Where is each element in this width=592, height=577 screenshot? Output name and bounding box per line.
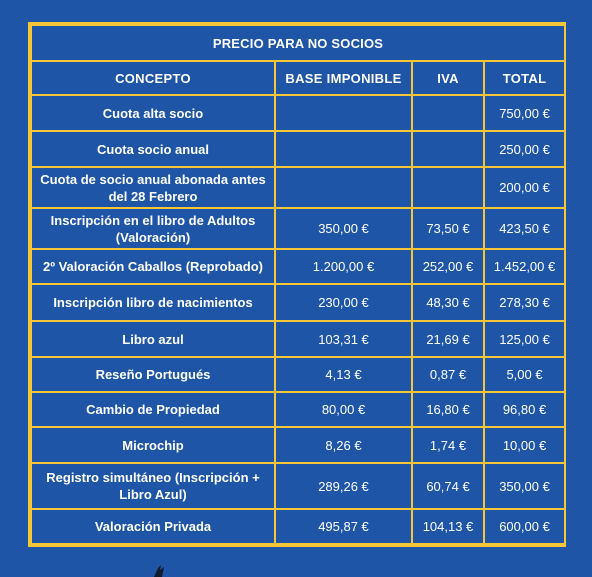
base-cell: 80,00 € [275, 392, 412, 427]
concept-cell: 2º Valoración Caballos (Reprobado) [31, 249, 275, 284]
base-cell [275, 131, 412, 167]
iva-cell: 104,13 € [412, 509, 484, 544]
table-row [31, 208, 565, 249]
table-title: PRECIO PARA NO SOCIOS [31, 25, 565, 61]
base-cell: 4,13 € [275, 357, 412, 392]
concept-cell: Registro simultáneo (Inscripción + Libro Azul) [31, 463, 275, 509]
concept-cell: Inscripción en el libro de Adultos (Valoración) [31, 208, 275, 249]
concept-cell: Microchip [31, 427, 275, 463]
base-cell: 289,26 € [275, 463, 412, 509]
total-cell: 96,80 € [484, 392, 565, 427]
iva-cell [412, 167, 484, 208]
total-cell: 250,00 € [484, 131, 565, 167]
header-base: BASE IMPONIBLE [275, 61, 412, 95]
iva-cell: 0,87 € [412, 357, 484, 392]
concept-cell: Cuota socio anual [31, 131, 275, 167]
total-cell: 200,00 € [484, 167, 565, 208]
header-iva: IVA [412, 61, 484, 95]
total-cell: 125,00 € [484, 321, 565, 357]
table-row [31, 392, 565, 427]
total-cell: 600,00 € [484, 509, 565, 544]
iva-cell: 1,74 € [412, 427, 484, 463]
table-row [31, 321, 565, 357]
header-total: TOTAL [484, 61, 565, 95]
base-cell: 495,87 € [275, 509, 412, 544]
table-row [31, 131, 565, 167]
base-cell [275, 167, 412, 208]
total-cell: 750,00 € [484, 95, 565, 131]
total-cell: 423,50 € [484, 208, 565, 249]
table-row [31, 284, 565, 321]
base-cell: 230,00 € [275, 284, 412, 321]
iva-cell [412, 95, 484, 131]
header-row [31, 61, 565, 95]
table-row [31, 249, 565, 284]
iva-cell: 73,50 € [412, 208, 484, 249]
table-row [31, 167, 565, 208]
header-concept: CONCEPTO [31, 61, 275, 95]
concept-cell: Cuota de socio anual abonada antes del 28 Febrero [31, 167, 275, 208]
concept-cell: Cambio de Propiedad [31, 392, 275, 427]
iva-cell: 48,30 € [412, 284, 484, 321]
decorative-mark [152, 563, 166, 577]
title-row [31, 25, 565, 61]
concept-cell: Inscripción libro de nacimientos [31, 284, 275, 321]
total-cell: 10,00 € [484, 427, 565, 463]
base-cell: 8,26 € [275, 427, 412, 463]
table-row [31, 509, 565, 544]
concept-cell: Reseño Portugués [31, 357, 275, 392]
iva-cell: 60,74 € [412, 463, 484, 509]
base-cell: 350,00 € [275, 208, 412, 249]
base-cell: 103,31 € [275, 321, 412, 357]
base-cell [275, 95, 412, 131]
total-cell: 278,30 € [484, 284, 565, 321]
concept-cell: Valoración Privada [31, 509, 275, 544]
total-cell: 1.452,00 € [484, 249, 565, 284]
concept-cell: Cuota alta socio [31, 95, 275, 131]
table-row [31, 357, 565, 392]
table-row [31, 427, 565, 463]
total-cell: 350,00 € [484, 463, 565, 509]
base-cell: 1.200,00 € [275, 249, 412, 284]
concept-cell: Libro azul [31, 321, 275, 357]
iva-cell [412, 131, 484, 167]
table-row [31, 463, 565, 509]
price-table [30, 24, 566, 545]
iva-cell: 21,69 € [412, 321, 484, 357]
table-row [31, 95, 565, 131]
total-cell: 5,00 € [484, 357, 565, 392]
iva-cell: 16,80 € [412, 392, 484, 427]
iva-cell: 252,00 € [412, 249, 484, 284]
